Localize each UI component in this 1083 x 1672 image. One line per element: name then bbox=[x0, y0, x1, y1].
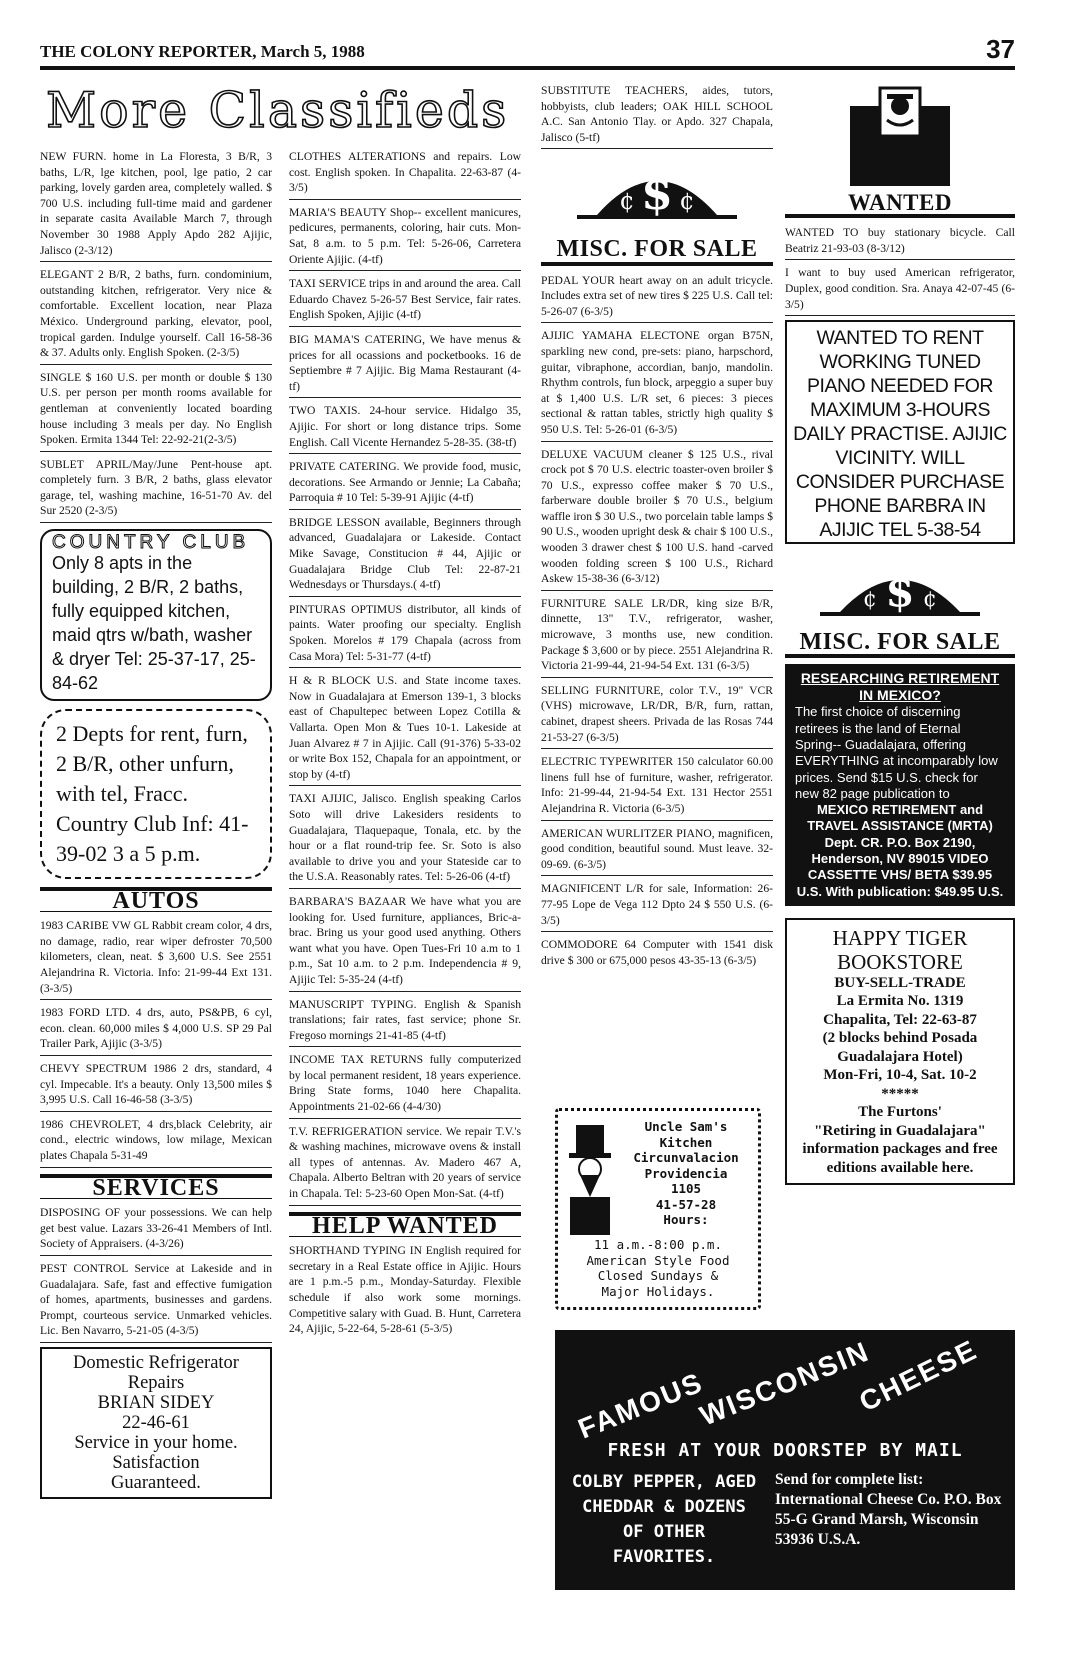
cheese-address: Send for complete list: International Cheese Co. P.O. Box 55-G Grand Marsh, Wisconsin 53936 U.S.A. bbox=[775, 1471, 1002, 1548]
ad-line: 11 a.m.-8:00 p.m. bbox=[594, 1237, 722, 1252]
ad-line: Providencia bbox=[644, 1165, 728, 1181]
headline-word: WISCONSIN bbox=[695, 1335, 874, 1432]
svg-text:¢: ¢ bbox=[863, 587, 877, 613]
service-ad: DISPOSING OF your possessions. We can help get best value. Lazars 33-26-41 Members of Intl. Society of Appraisers. (4-3/26) bbox=[40, 1204, 272, 1256]
dollar-sign-icon bbox=[541, 153, 773, 238]
misc-for-sale-heading: MISC. FOR SALE bbox=[785, 635, 1015, 659]
column-4 bbox=[785, 82, 1015, 1185]
auto-ad: 1983 CARIBE VW GL Rabbit cream color, 4 drs, no damage, radio, rear wiper defroster 70,500 kilometers, clean, neat. $ 3,600 U.S. See 2551 Alejandrina R. Victoria. Info: 21-99-44 Ext 131. (3-3/5) bbox=[40, 917, 272, 1000]
classified-ad: ELEGANT 2 B/R, 2 baths, furn. condominium, outstanding kitchen, refrigerator. Very nice & comfortable. Excellent location, near Plaza México. Underground parking, elevator, pool, tropical garden. Indulge yourself. Call 16-58-36 & 37. Adults only. English Spoken. (2-3/5) bbox=[40, 266, 272, 365]
ad-line: 22-46-61 bbox=[122, 1412, 190, 1433]
classified-ad: INCOME TAX RETURNS fully computerized by local permanent resident, 18 years experience. Bring State forms, 1040 here Chapalita. Appointments 21-02-66 (4-4/30) bbox=[289, 1051, 521, 1118]
ad-line: Satisfaction bbox=[112, 1452, 200, 1473]
autos-heading: AUTOS bbox=[40, 887, 272, 913]
classified-ad: MANUSCRIPT TYPING. English & Spanish translations; fair rates, fast service; phone Sr. Fregoso mornings 21-41-85 (4-tf) bbox=[289, 996, 521, 1048]
column-3 bbox=[541, 82, 773, 975]
service-ad: PEST CONTROL Service at Lakeside and in Guadalajara. Safe, fast and effective fumigation of homes, apartments, businesses and gardens. Prompt, courteous service. Unmarked vehicles. Lic. Ben Navarro, 5-21-05 (4-3/5) bbox=[40, 1260, 272, 1343]
misc-for-sale-heading: MISC. FOR SALE bbox=[541, 242, 773, 266]
svg-text:$: $ bbox=[885, 567, 915, 617]
classified-ad: MAGNIFICENT L/R for sale, Information: 26-77-95 Lope de Vega 112 Dpto 24 $ 550 U.S. (6-3/5) bbox=[541, 880, 773, 932]
classified-ad: BARBARA'S BAZAAR We have what you are looking for. Used furniture, appliances, Bric-a-brac. Bring us your good used anything. Others want what you have. Open Tues-Fri 10 a.m to 1 p.m., Sat 10 a.m. to 2 p.m. Independencia # 9, Ajijic Tel: 5-35-24 (4-tf) bbox=[289, 893, 521, 992]
headline-word: CHEESE bbox=[854, 1333, 983, 1418]
page-number: 37 bbox=[986, 34, 1015, 64]
ad-line: information packages and free editions available here. bbox=[802, 1141, 998, 1176]
ad-line: Domestic Refrigerator bbox=[73, 1352, 239, 1373]
classified-ad: BRIDGE LESSON available, Beginners through advanced, Guadalajara or Lakeside. Contact Mike Savage, Constitucion # 44, Ajijic or Guadalajara Bridge Club Tel: 22-87-21 Wednesdays or Thursdays.( 4-tf) bbox=[289, 514, 521, 597]
wanted-poster-icon bbox=[785, 86, 1015, 191]
ad-line: Kitchen bbox=[659, 1134, 713, 1150]
dollar-sign-icon bbox=[785, 554, 1015, 631]
ad-line: Circunvalacion bbox=[633, 1150, 739, 1165]
classified-ad: PRIVATE CATERING. We provide food, music, decorations. See Armando or Jennie; La Cabaña; Parroquia # 10 Tel: 5-39-91 Ajijic (4-tf) bbox=[289, 458, 521, 510]
publication-name: THE COLONY REPORTER, March 5, 1988 bbox=[40, 42, 365, 61]
ad-line: (2 blocks behind Posada Guadalajara Hotel) bbox=[822, 1030, 978, 1065]
classified-ad: DELUXE VACUUM cleaner $ 125 U.S., rival crock pot $ 70 U.S. electric toaster-oven broiler $ 70 U.S., expresso coffee maker $ 70 U.S., farberware double broiler $ 70 U.S., belgium waffle iron $ 30 U.S., two porcelain table lamps $ 90 U.S., wooden upright desk & chair $ 100 U.S., wooden 3 drawer chest $ 100 U.S. hand -carved wooden folding screen $ 100 U.S., Richard Askew 15-38-36 (6-3/12) bbox=[541, 446, 773, 591]
svg-text:$: $ bbox=[640, 166, 674, 221]
classified-ad: PINTURAS OPTIMUS distributor, all kinds of paints. Water proofing our specialty. English Spoken. Morelos # 179 Chapala (across from Casa Mora) Tel: 5-31-77 (4-tf) bbox=[289, 601, 521, 668]
help-wanted-heading: HELP WANTED bbox=[289, 1212, 521, 1238]
ad-line: 1105 bbox=[670, 1181, 702, 1196]
ad-line: American Style Food bbox=[586, 1252, 730, 1268]
classified-ad: AMERICAN WURLITZER PIANO, magnificen, good condition, beautiful sound. Must leave. 32-09-69. (6-3/5) bbox=[541, 825, 773, 877]
header-rule bbox=[40, 66, 1015, 70]
ad-line: La Ermita No. 1319 bbox=[836, 993, 964, 1010]
classified-ad: TAXI SERVICE trips in and around the area. Call Eduardo Chavez 5-26-57 Best Service, fair rates. English Spoken, Ajijic (4-tf) bbox=[289, 275, 521, 327]
ad-line: Mon-Fri, 10-4, Sat. 10-2 bbox=[823, 1067, 977, 1084]
svg-text:¢: ¢ bbox=[679, 187, 695, 216]
svg-text:¢: ¢ bbox=[619, 187, 635, 216]
ad-line: The Furtons' bbox=[858, 1104, 942, 1121]
piano-wanted-ad: WANTED TO RENT WORKING TUNED PIANO NEEDED FOR MAXIMUM 3-HOURS DAILY PRACTISE. AJIJIC VICINITY. WILL CONSIDER PURCHASE PHONE BARBRA IN AJIJIC TEL 5-38-54 bbox=[785, 320, 1015, 544]
cheese-varieties: COLBY PEPPER, AGED CHEDDAR & DOZENS OF OTHER FAVORITES. bbox=[571, 1472, 757, 1567]
mrta-body: The first choice of discerning retirees is the land of Eternal Spring-- Guadalajara, offering EVERYTHING at incomparably low prices. Send $15 U.S. check for new 82 page publication to bbox=[795, 704, 998, 801]
ad-line: BUY-SELL-TRADE bbox=[834, 974, 966, 991]
ad-line: Chapalita, Tel: 22-63-87 bbox=[823, 1011, 977, 1028]
depts-for-rent-ad: 2 Depts for rent, furn, 2 B/R, other unfurn, with tel, Fracc. Country Club Inf: 41-39-02 3 a 5 p.m. bbox=[40, 709, 272, 879]
wanted-ad: I want to buy used American refrigerator, Duplex, good condition. Sra. Anaya 42-07-45 (6-3/5) bbox=[785, 264, 1015, 316]
bookstore-title: HAPPY TIGER BOOKSTORE bbox=[832, 925, 968, 974]
mrta-contact: MEXICO RETIREMENT and TRAVEL ASSISTANCE (MRTA) Dept. CR. P.O. Box 2190, Henderson, NV 89015 VIDEO CASSETTE VHS/ BETA $39.95 U.S. With publication: $49.95 U.S. bbox=[796, 802, 1004, 899]
classified-ad: TWO TAXIS. 24-hour service. Hidalgo 35, Ajijic. For short or long distance trips. Some English. Call Vicente Hernandez 5-28-35. (38-tf) bbox=[289, 402, 521, 454]
column-1 bbox=[40, 148, 272, 1499]
column-2 bbox=[289, 148, 521, 1344]
country-club-ad bbox=[40, 529, 272, 701]
ad-line: Uncle Sam's bbox=[644, 1119, 728, 1134]
classified-ad: SINGLE $ 160 U.S. per month or double $ 130 U.S. per person per month rooms available for gentleman at conveniently located boarding house including 3 meals per day. No English Spoken. Ermita 1344 Tel: 22-92-21(2-3/5) bbox=[40, 369, 272, 452]
section-title: More Classifieds bbox=[46, 82, 510, 139]
classified-ad: SELLING FURNITURE, color T.V., 19" VCR (VHS) microwave, LR/DR, B/R, furn, rattan, cabinet, drapest sheers. Privada de las Rosas 744 21-53-27 (6-3/5) bbox=[541, 682, 773, 749]
auto-ad: CHEVY SPECTRUM 1986 2 drs, standard, 4 cyl. Impecable. It's a beauty. Only 13,500 miles $ 3,995 U.S. Call 16-46-58 (3-3/5) bbox=[40, 1060, 272, 1112]
ad-line: Repairs bbox=[127, 1372, 185, 1393]
ad-line: Service in your home. bbox=[74, 1432, 238, 1453]
classified-ad: H & R BLOCK U.S. and State income taxes. Now in Guadalajara at Emerson 139-1, 3 blocks east of Chapultepec between Lopez Cotilla & Vallarta. Open Mon & Tues 10-1. Lakeside at Juan Alvarez # 7 in Ajijic. Call (91-376) 5-33-02 or write Box 152, Chapala for an appointment, or stop by (4-tf) bbox=[289, 672, 521, 786]
wisconsin-cheese-ad bbox=[555, 1330, 1015, 1590]
services-heading: SERVICES bbox=[40, 1174, 272, 1200]
cheese-tagline: FRESH AT YOUR DOORSTEP BY MAIL bbox=[607, 1440, 963, 1461]
ad-line: Major Holidays. bbox=[601, 1283, 715, 1299]
refrigerator-repair-ad bbox=[40, 1347, 272, 1499]
help-wanted-ad: SHORTHAND TYPING IN English required for secretary in a Real Estate office in Ajijic. Hours are 1 p.m.-5 p.m., Monday-Saturday. Flexible schedule if also work some mornings. Competitive salary with Guad. B. Hunt, Carretera 24, Ajijic, 5-22-64, 5-28-61 (5-3/5) bbox=[289, 1244, 521, 1336]
ad-line: BRIAN SIDEY bbox=[97, 1392, 215, 1413]
classified-ad: ELECTRIC TYPEWRITER 150 calculator 60.00 linens full hse of furniture, washer, refrigerator. Info: 21-99-44, 21-94-54 Ext. 131 Hector 2551 Alejandrina R. Victoria (6-3/5) bbox=[541, 753, 773, 820]
classified-ad: SUBLET APRIL/May/June Pent-house apt. completely furn. 3 B/R, 2 baths, glass elevator garage, tel, washing machine, 16-51-70 Av. del Sur 2520 (2-3/5) bbox=[40, 456, 272, 523]
ad-line: 41-57-28 bbox=[655, 1196, 717, 1212]
classified-ad: T.V. REFRIGERATION service. We repair T.V.'s & washing machines, microwave ovens & install all types of antennas. Av. Madero 467 A, Chapala. Alberto Beltran with 20 years of service in Chapala. Tel: 5-23-60 Open Mon-Sat. (4-tf) bbox=[289, 1123, 521, 1206]
ad-line: Hours: bbox=[663, 1212, 709, 1227]
ad-line: Guaranteed. bbox=[111, 1472, 201, 1493]
classified-ad: PEDAL YOUR heart away on an adult tricycle. Includes extra set of new tires $ 225 U.S. Call tel: 5-26-07 (6-3/5) bbox=[541, 272, 773, 324]
classified-ad: CLOTHES ALTERATIONS and repairs. Low cost. English spoken. In Chapalita. 22-63-87 (4-3/5) bbox=[289, 148, 521, 200]
ad-line: Closed Sundays & bbox=[597, 1268, 719, 1283]
classified-ad: AJIJIC YAMAHA ELECTONE organ B75N, sparkling new cond, pre-sets: piano, harpschord, guitar, vibraphone, accordian, banjo, mandolin. Rhythm controls, fun block, arpeggio a super buy at $ 1,400 U.S. L/R set, 6 pieces: 3 pieces sectional & rattan tables, strictly high quality $ 950 U.S. Tel: 5-26-01 (6-3/5) bbox=[541, 327, 773, 441]
uncle-sams-kitchen-ad bbox=[555, 1108, 761, 1310]
uncle-sam-icon bbox=[564, 1125, 616, 1235]
classified-ad: FURNITURE SALE LR/DR, king size B/R, dinnette, 13" T.V., refrigerator, washer, microwave, 3 months use, new condition. Package $ 3,600 or by piece. 2551 Alejandrina R. Victoria 21-99-44, 21-94-54 Ext. 131 (6-3/5) bbox=[541, 595, 773, 678]
mrta-heading: RESEARCHING RETIREMENT IN MEXICO? bbox=[800, 670, 1000, 704]
country-club-body: Only 8 apts in the building, 2 B/R, 2 baths, fully equipped kitchen, maid qtrs w/bath, washer & dryer Tel: 25-37-17, 25-84-62 bbox=[52, 552, 256, 693]
headline-word: FAMOUS bbox=[573, 1366, 708, 1445]
mrta-ad bbox=[785, 664, 1015, 906]
classified-ad: NEW FURN. home in La Floresta, 3 B/R, 3 baths, L/R, lge kitchen, pool, lge patio, 2 car parking, lovely garden area, completely walled. $ 700 U.S. including full-time maid and gardener in separate casita Available March 7, through November 30 1988 Apply Apdo 282 Ajijic, Jalisco (2-3/12) bbox=[40, 148, 272, 262]
auto-ad: 1983 FORD LTD. 4 drs, auto, PS&PB, 6 cyl, econ. clean. 60,000 miles $ 4,000 U.S. SP 29 Pal Trailer Park, Ajijic (3-3/5) bbox=[40, 1004, 272, 1056]
classified-ad: BIG MAMA'S CATERING, We have menus & prices for all ocassions and pocketbooks. 16 de Septiembre # 7 Ajijic. Big Mama Restaurant (4-tf) bbox=[289, 331, 521, 398]
wanted-ad: WANTED TO buy stationary bicycle. Call Beatriz 21-93-03 (8-3/12) bbox=[785, 224, 1015, 260]
country-club-heading: COUNTRY CLUB bbox=[52, 532, 250, 554]
ad-line: ***** bbox=[881, 1085, 919, 1102]
svg-text:¢: ¢ bbox=[923, 587, 937, 613]
page-header bbox=[40, 34, 1015, 66]
ad-line: "Retiring in Guadalajara" bbox=[814, 1122, 986, 1139]
wanted-heading: WANTED bbox=[785, 195, 1015, 219]
classified-ad: COMMODORE 64 Computer with 1541 disk drive $ 300 or 675,000 pesos 43-35-13 (6-3/5) bbox=[541, 938, 773, 967]
classified-ad: MARIA'S BEAUTY Shop-- excellent manicures, pedicures, permanents, coloring, hair cuts. Mon-Sat, 8 a.m. to 5 p.m. Tel: 5-26-06, Carretera Oriente Ajijic. (4-tf) bbox=[289, 204, 521, 271]
auto-ad: 1986 CHEVROLET, 4 drs,black Celebrity, air cond., electric windows, low milage, Mexican plates Chapala 5-31-49 bbox=[40, 1116, 272, 1168]
classified-ad: TAXI AJIJIC, Jalisco. English speaking Carlos Soto will drive Lakesiders residents to Guadalajara, Tlaquepaque, Tonala, etc. by the hour or a flat round-trip fee. Sr. Soto is also available to drive you and your Stateside car to the U.S.A. Reasonably rates. Tel: 5-26-06 (4-tf) bbox=[289, 790, 521, 889]
happy-tiger-bookstore-ad bbox=[785, 918, 1015, 1186]
classified-ad: SUBSTITUTE TEACHERS, aides, tutors, hobbyists, club leaders; OAK HILL SCHOOL A.C. San Antonio Tlay. or Apdo. 327 Chapala, Jalisco (5-tf) bbox=[541, 82, 773, 149]
